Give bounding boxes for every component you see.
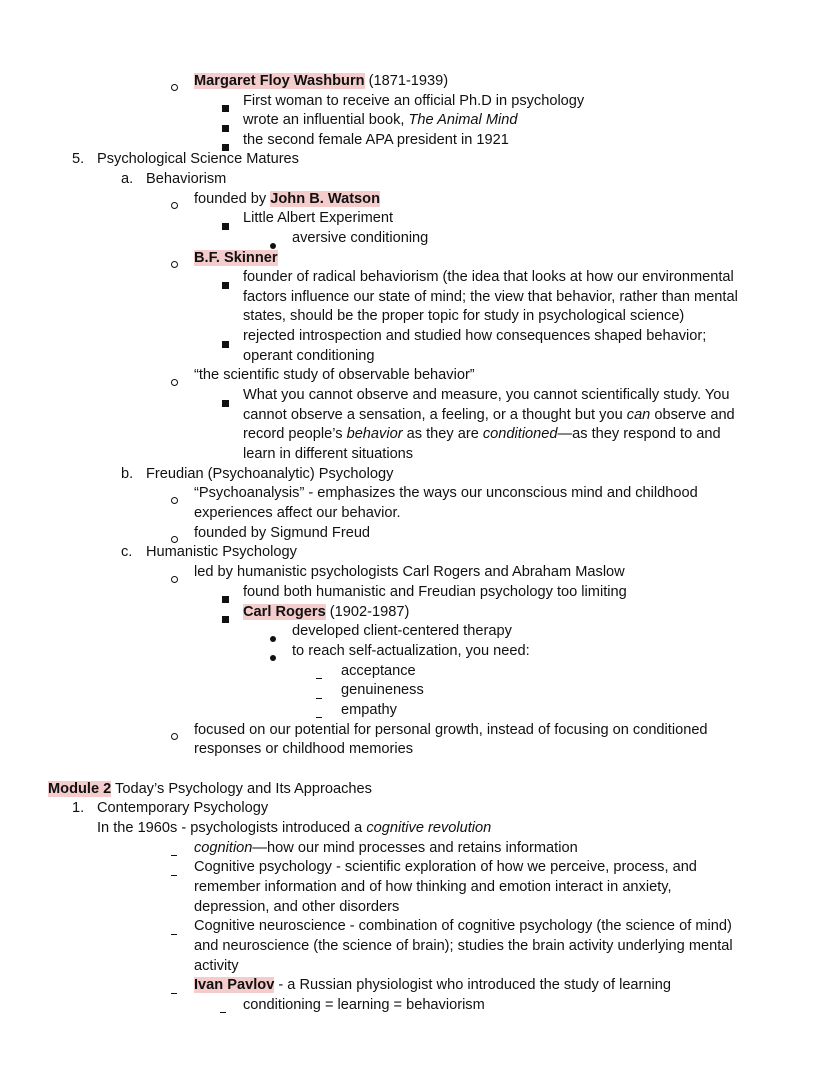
definition-line: “the scientific study of observable behavior”	[194, 367, 475, 383]
book-prefix: wrote an influential book,	[243, 112, 409, 128]
filled-dot-bullet-icon	[270, 632, 276, 648]
square-bullet-icon	[222, 612, 229, 628]
list-item: to reach self-actualization, you need:	[292, 643, 530, 659]
square-bullet-icon	[222, 101, 229, 117]
text-run: —as they respond to and	[557, 426, 721, 442]
square-bullet-icon	[222, 337, 229, 353]
square-bullet-icon	[222, 121, 229, 137]
italic-run: can	[626, 407, 651, 423]
dash-bullet-icon	[220, 1005, 226, 1021]
text-run: In the 1960s - psychologists introduced a	[97, 820, 367, 836]
paragraph-line: factors influence our state of mind; the view that behavior, rather than mental	[243, 289, 738, 305]
list-item	[194, 839, 578, 859]
text-run: observe and	[650, 407, 735, 423]
paragraph-line: focused on our potential for personal growth, instead of focusing on conditioned	[194, 722, 708, 738]
section-title: Contemporary Psychology	[97, 800, 269, 816]
washburn-fact: the second female APA president in 1921	[243, 132, 509, 148]
list-item: found both humanistic and Freudian psychology too limiting	[243, 584, 627, 600]
watson-name: John B. Watson	[270, 191, 380, 207]
text-run: as they are	[402, 426, 483, 442]
subsection-title: Humanistic Psychology	[146, 544, 297, 560]
module-heading	[48, 780, 372, 800]
square-bullet-icon	[222, 592, 229, 608]
dash-bullet-icon	[316, 671, 322, 687]
list-item: founded by Sigmund Freud	[194, 525, 371, 541]
text-run: - a Russian physiologist who introduced the study of learning	[274, 977, 672, 993]
paragraph-line: rejected introspection and studied how consequences shaped behavior;	[243, 328, 707, 344]
list-letter: a.	[121, 171, 134, 187]
dash-bullet-icon	[171, 986, 177, 1002]
list-letter: c.	[121, 544, 133, 560]
subsection-title: Freudian (Psychoanalytic) Psychology	[146, 466, 394, 482]
paragraph-line: Cognitive psychology - scientific exploration of how we perceive, process, and	[194, 859, 697, 875]
text-run: —how our mind processes and retains information	[252, 840, 578, 856]
intro-line	[97, 819, 491, 839]
list-item: aversive conditioning	[292, 230, 429, 246]
paragraph-line: remember information and of how thinking and emotion interact in anxiety,	[194, 879, 672, 895]
list-item: developed client-centered therapy	[292, 623, 512, 639]
square-bullet-icon	[222, 219, 229, 235]
paragraph-line: activity	[194, 958, 239, 974]
hollow-circle-bullet-icon	[171, 81, 178, 97]
washburn-line	[194, 72, 448, 92]
washburn-fact: First woman to receive an official Ph.D in psychology	[243, 93, 585, 109]
list-number: 5.	[72, 151, 85, 167]
italic-run: behavior	[346, 426, 403, 442]
italic-run: cognition	[194, 840, 253, 856]
skinner-line	[194, 249, 278, 269]
pavlov-name: Ivan Pavlov	[194, 977, 275, 993]
section-title: Psychological Science Matures	[97, 151, 299, 167]
rogers-line	[243, 603, 409, 623]
module-title: Today’s Psychology and Its Approaches	[111, 781, 372, 797]
book-title: The Animal Mind	[408, 112, 518, 128]
paragraph-line: What you cannot observe and measure, you cannot scientifically study. You	[243, 387, 730, 403]
italic-run: cognitive revolution	[366, 820, 492, 836]
hollow-circle-bullet-icon	[171, 730, 178, 746]
washburn-name: Margaret Floy Washburn	[194, 73, 365, 89]
hollow-circle-bullet-icon	[171, 199, 178, 215]
paragraph-line: experiences affect our behavior.	[194, 505, 401, 521]
list-item: genuineness	[341, 682, 424, 698]
skinner-name: B.F. Skinner	[194, 250, 278, 266]
dash-bullet-icon	[171, 868, 177, 884]
paragraph-line: responses or childhood memories	[194, 741, 414, 757]
paragraph-line	[243, 425, 721, 445]
list-item: empathy	[341, 702, 397, 718]
list-number: 1.	[72, 800, 85, 816]
square-bullet-icon	[222, 278, 229, 294]
paragraph-line	[243, 406, 735, 426]
hollow-circle-bullet-icon	[171, 573, 178, 589]
subsection-title: Behaviorism	[146, 171, 227, 187]
italic-run: conditioned	[482, 426, 558, 442]
paragraph-line: learn in different situations	[243, 446, 414, 462]
dash-bullet-icon	[316, 691, 322, 707]
module-label: Module 2	[48, 781, 112, 797]
paragraph-line: founder of radical behaviorism (the idea that looks at how our environmental	[243, 269, 734, 285]
paragraph-line: operant conditioning	[243, 348, 375, 364]
hollow-circle-bullet-icon	[171, 258, 178, 274]
founded-by-text: founded by	[194, 191, 271, 207]
text-run: record people’s	[243, 426, 347, 442]
pavlov-line	[194, 976, 671, 996]
dash-bullet-icon	[171, 927, 177, 943]
list-item: Little Albert Experiment	[243, 210, 394, 226]
filled-dot-bullet-icon	[270, 651, 276, 667]
text-run: cannot observe a sensation, a feeling, or a thought but you	[243, 407, 627, 423]
dash-bullet-icon	[171, 848, 177, 864]
list-letter: b.	[121, 466, 134, 482]
paragraph-line: states, should be the proper topic for study in psychological science)	[243, 308, 685, 324]
square-bullet-icon	[222, 396, 229, 412]
watson-line	[194, 190, 380, 210]
rogers-name: Carl Rogers	[243, 604, 326, 620]
rogers-years: (1902-1987)	[325, 604, 410, 620]
washburn-years: (1871-1939)	[364, 73, 449, 89]
paragraph-line: depression, and other disorders	[194, 899, 400, 915]
list-item: led by humanistic psychologists Carl Rogers and Abraham Maslow	[194, 564, 625, 580]
washburn-book	[243, 111, 517, 131]
paragraph-line: “Psychoanalysis” - emphasizes the ways our unconscious mind and childhood	[194, 485, 698, 501]
hollow-circle-bullet-icon	[171, 376, 178, 392]
list-item: acceptance	[341, 663, 416, 679]
paragraph-line: Cognitive neuroscience - combination of cognitive psychology (the science of mind)	[194, 918, 732, 934]
paragraph-line: and neuroscience (the science of brain); studies the brain activity underlying mental	[194, 938, 733, 954]
hollow-circle-bullet-icon	[171, 494, 178, 510]
list-item: conditioning = learning = behaviorism	[243, 997, 485, 1013]
